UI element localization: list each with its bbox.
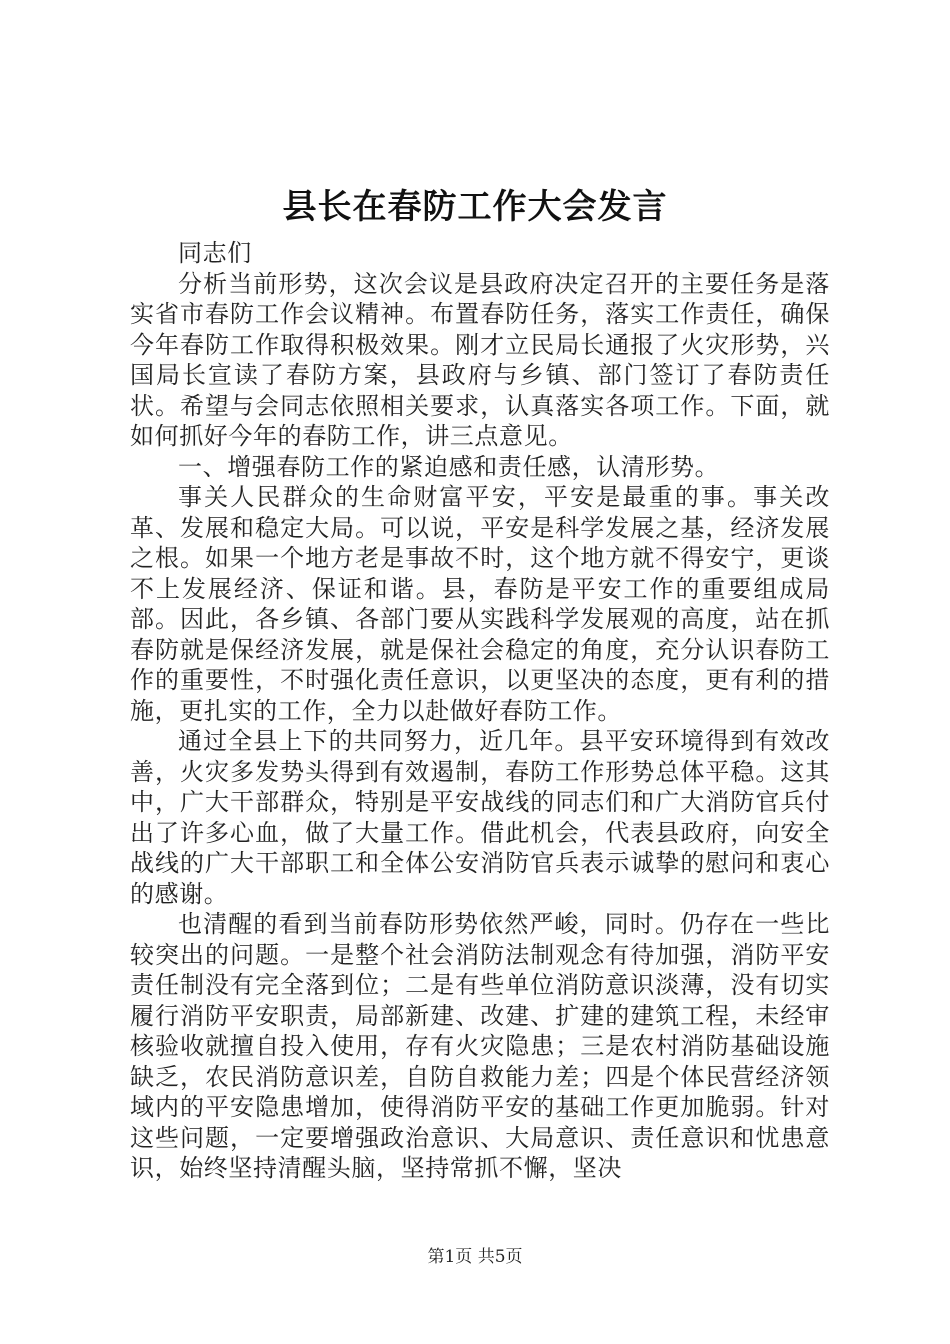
document-body <box>130 238 830 1184</box>
salutation-paragraph: 同志们 <box>178 239 252 267</box>
body-paragraph: 事关人民群众的生命财富平安，平安是最重的事。事关改革、发展和稳定大局。可以说，平安是科学发展之基，经济发展之根。如果一个地方老是事故不时，这个地方就不得安宁，更谈不上发展经济、保证和谐。县，春防是平安工作的重要组成局部。因此，各乡镇、各部门要从实践科学发展观的高度，站在抓春防就是保经济发展，就是保社会稳定的角度，充分认识春防工作的重要性，不时强化责任意识，以更坚决的态度，更有利的措施，更扎实的工作，全力以赴做好春防工作。 <box>130 483 830 725</box>
body-paragraph: 分析当前形势，这次会议是县政府决定召开的主要任务是落实省市春防工作会议精神。布置春防任务，落实工作责任，确保今年春防工作取得积极效果。刚才立民局长通报了火灾形势，兴国局长宣读了春防方案，县政府与乡镇、部门签订了春防责任状。希望与会同志依照相关要求，认真落实各项工作。下面，就如何抓好今年的春防工作，讲三点意见。 <box>130 269 830 450</box>
section-heading: 一、增强春防工作的紧迫感和责任感，认清形势。 <box>178 452 720 481</box>
body-paragraph: 也清醒的看到当前春防形势依然严峻，同时。仍存在一些比较突出的问题。一是整个社会消防法制观念有待加强，消防平安责任制没有完全落到位；二是有些单位消防意识淡薄，没有切实履行消防平安职责，局部新建、改建、扩建的建筑工程，未经审核验收就擅自投入使用，存有火灾隐患；三是农村消防基础设施缺乏，农民消防意识差，自防自救能力差；四是个体民营经济领域内的平安隐患增加，使得消防平安的基础工作更加脆弱。针对这些问题，一定要增强政治意识、大局意识、责任意识和忧患意识，始终坚持清醒头脑，坚持常抓不懈，坚决 <box>130 910 830 1182</box>
page-footer: 第1页 共5页 <box>427 1247 523 1267</box>
document-title: 县长在春防工作大会发言 <box>282 187 668 227</box>
body-paragraph: 通过全县上下的共同努力，近几年。县平安环境得到有效改善，火灾多发势头得到有效遏制，春防工作形势总体平稳。这其中，广大干部群众，特别是平安战线的同志们和广大消防官兵付出了许多心血，做了大量工作。借此机会，代表县政府，向安全战线的广大干部职工和全体公安消防官兵表示诚挚的慰问和衷心的感谢。 <box>130 727 830 908</box>
